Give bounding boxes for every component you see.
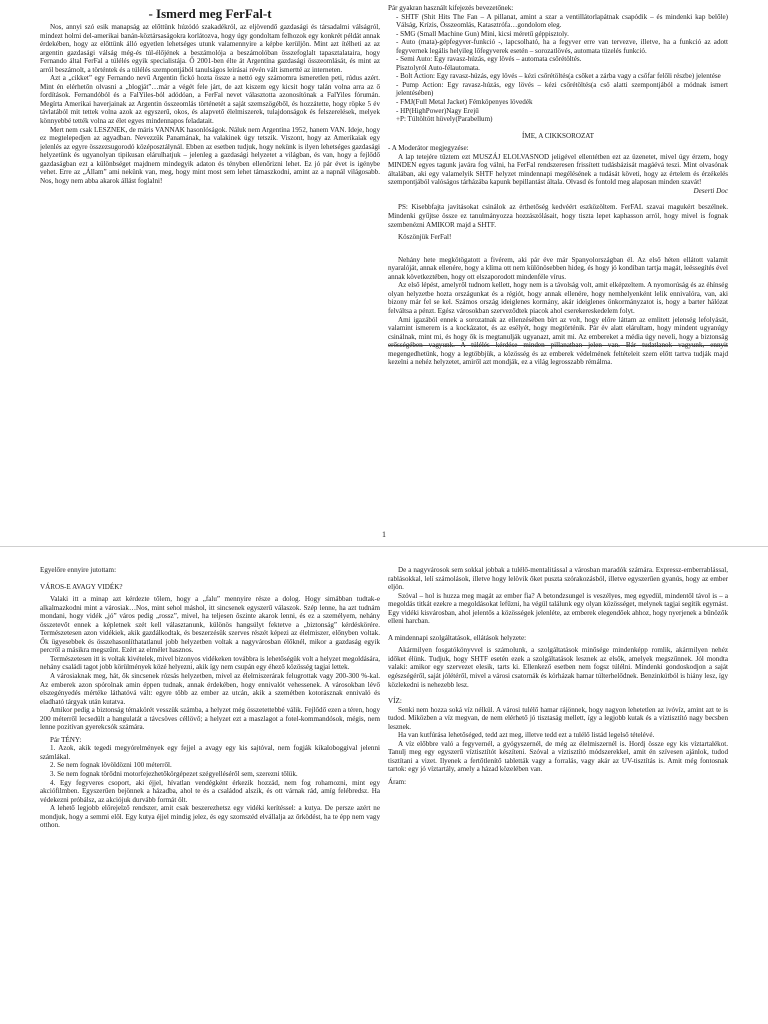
essay-paragraph: Az első lépést, amelyről tudnom kellett, hogy nem is a távolság volt, amit elképzeltem. A nyomorúság és az éhínség olyan helyzetbe hozta országunkat és a régiót, hogy annak ellenére, hogy nemhelyenként lelik ennivalóra, van, aki bizony már fel se kel. Számos ország ideiglenes kormány, akár ideiglenes önkormányzatot is, hogy a barter hálózat felváltsa a pénzt. Egész városokban szerveződtek piacok ahol cserekereskedelem folyt. <box>388 281 728 315</box>
fact-item: 1. Azok, akik tegedi megyórelmények egy fejjel a avagy egy kis sajtóval, nem fogják kikaloboggival jelenni számlákal. <box>40 744 380 761</box>
page-number: 1 <box>382 530 386 539</box>
moderator-note: A lap tetejére tűztem ezt MUSZÁJ ELOLVASNOD jeligével ellentétben ezt az üzenetet, mivel úgy érzem, hogy MINDEN egyes tagunk javára fog válni, ha FerFal rendszeresen frissített tudásbázisát magáévá teszi. Mint olvasónak általában, aki egy valamelyik SHTF helyzet mindennapi megélésének a tudását követi, hogy az értelem és érzékelés szempontjából valóságos tárházába kapunk bepillantást általa. Olvasd és fontold meg alaposan minden szavát! <box>388 152 728 187</box>
fact-item: 3. Se nem fognak törődni motorfejezhetőkörgépezet szégyelléséről sem, szerezni tőlük. <box>50 770 298 779</box>
essay-paragraph: Ami igazából ennek a sorozatnak az ellenzésében bírt az volt, hogy előre láttam az emlitett jelenség lefolyását, valamint ismerem is a kockázatot, és az esélyét, hogy megtörténik. Pár év alatt elárultam, hogy mindent ugyanúgy csinálnak, mint mi, és hogy ők is megtanulják ugyanazt, amit mi. Az embereket a média úgy neveli, hogy a biztonság erősségében vagyunk. A túlélés kérdése minden pillanatban jelen van. Bár tudatlanok vagyunk, ennyit megengedhetünk, hogy a legtöbbjük, a közösség és az emberek védelmének feltételeit szem előtt tartva tudják majd kezelni a nehéz helyzetet, amiről azt mondják, ez a világ legrosszabb rémálma. <box>388 315 728 367</box>
paragraph: Amikor pedig a biztonság témakörét vesszük számba, a helyzet még összetettebbé válik. Fejlődő ezen a téren, hogy 200 méterről lecsedült a hangulatát a távcsöves céllövő; a helyzet ezt a maszlagot a fotel-kommandósok, mégis, nem lenne pozitívan gyerekcsók számára. <box>40 706 380 732</box>
abbrev-item: - HP(HighPower)Nagy Erejű <box>396 106 479 115</box>
paragraph: Szóval – hol is huzza meg magát az ember fia? A betondzsungel is veszélyes, meg egyedül, mindentől távol is – a megoldás titkát ezekre a megoldásokat lefűzni, ha végül találunk egy olyan közösséget, melynek tagjai segítik egymást. Egy vidéki kisvárosban, ahol jelentős a közösségek jelenléte, az emberek elegendőek ahhoz, hogy nyerjenek a bűnözők elleni harcban. <box>388 591 728 626</box>
abbrev-item: - Bolt Action: Egy ravasz-húzás, egy lövés – kézi csőrétöltés(a csőket a zárba vagy a csőfar felőli részbe) jelentése <box>396 72 721 81</box>
abbrev-item: - Semi Auto: Egy ravasz-húzás, egy lövés – automata csőrétöltés. <box>396 55 582 64</box>
section-title: VÁROS-E AVAGY VIDÉK? <box>40 582 123 591</box>
section-rule <box>388 345 728 346</box>
abbrev-item: Pisztolyról Auto-félautomata. <box>396 63 480 72</box>
paragraph: A városiaknak meg, hát, ők sincsenek rózsás helyzetben, mivel az élelmiszerárak felugrottak vagy 200-300 %-kal. Az emberek azon spórolnak amin éppen tudnak, annak érdekében, hogy ennivalót vehessenek. A városokban lévő elszegényedés mértéke láthatóvá vált: egyre több az ember az utcán, akik a szemétben kotorásznak ennivaló és eladható tárgyak után kutatva. <box>40 672 380 706</box>
abbrev-item: - Auto (mata)-gépfegyver-funkció -, lapcsolható, ha a fegyver erre van tervezve, illetve, ha a funkció az adott fegyvernek legális helyileg lőfegyverek esetén – sorozatlövés, automata tüzelés funkció. <box>396 38 728 55</box>
postscript: PS: Kisebbfajta javításokat csinálok az érthetőség kedvéért eszközöltem. FerFAL szavai magukért beszélnek. Mindenki gyűjtse össze ez tanulmányozza hozzászólásait, hogy tiszta lepet kaphasson arról, hogy mivel is fognak szembenézni AMIKOR majd a SHTF. <box>388 203 728 229</box>
paragraph: Természetesen itt is voltak kivételek, mivel bizonyos vidékeken továbbra is lehetőségük volt a helyzet megoldására, nehány családi tagot jobb körülmények közé helyezni, akik így nem csupán egy éhező közösség tagjai lettek. <box>40 654 380 672</box>
moderator-note-label: - A Moderátor megjegyzése: <box>388 144 469 153</box>
abbrev-item: +P: Túltöltött hüvely(Parabellum) <box>396 115 493 124</box>
top-right-column <box>388 4 728 526</box>
moderator-signature: Deserti Doc <box>693 186 728 195</box>
fact-item: 2. Se nem fognak lövöldözni 100 méterről. <box>50 761 172 770</box>
abbrev-item: - SHTF (Shit Hits The Fan – A pillanat, amint a szar a ventillátorlapátnak csapódik – és mindenki kap belőle) Válság, Krízis, Összeomlás, Katasztrófa…gondolom eleg. <box>396 12 728 30</box>
abbrev-heading: Pár gyakran használt kifejezés bevezetőnek: <box>388 4 514 12</box>
paragraph: Valaki itt a minap azt kérdezte tőlem, hogy a „falu” mennyire része a dolog. Hogy simábban tudtak-e alkalmazkodni mint a városiak…Nos, mint sehol máshol, itt sincsenek egyszerű válaszok. Szép lenne, ha azt tudnám mondani, hogy vidék „jó” város pedig „rossz”, mivel, ha teljesen őszinte akarok lenni, és ez a személyem, nehány összetevőt ennek a képletnek szét kell választanunk, különös hangsúlyt fektetve a „biztonság” kérdéskörére. Természetesen azon vidékiek, akik gazdálkodtak, és beszerzésük szerves részét képezi az élelmiszer, előnyben voltak. Ők ügyesebbek és összehasonlíthatatlanul jobb helyzetben voltak a nagyvárosban élőknél, mikor a gazdaság egyik percről a másikra megszűnt. Ezért az elmélet hasznos. <box>40 595 380 655</box>
paragraph: Azt a „cikket” egy Fernando nevű Argentin fickó hozta össze a nettó egy számomra ismeretlen peti, rúdus azért. Mint én elérhetőn olvasni a „blogját”…már a végét fele járt, de azt kiszem egy kicsit hogy talán volna arra az ő fordítások. Fernandóból és a FalYiles-ból adódóan, a FerFal nevet választotta azonosítónak a FalYiles fórumán. Megírta Amerikai haverjainak az Argentin összeomlás történetét a saját szemszögéből, és hozzátette, hogy röpke 5 év távlatából mit tettek volna azok az egyszerű, okos, és alapvető élelmiszerek, tulajdonságok és felszerelések, melyek könnyebbé tették volna az élet egyes mindennapos feladatait. <box>40 74 380 126</box>
paragraph: Nos, annyi szó esik manapság az előttünk húzódó szakadékról, az eljövendő gazdasági és társadalmi válságról, mindezt holmi del-amerikai banán-köztársaságokra korlátozva, hogy úgy gondoltam felhozok egy konkrét példát annak érdekében, hogy az előttünk álló egyetlen lehetséges utunk valamennyire a képbe kerüljön. Mint azt ítélheti az az argentin gazdasági válság még-és túl-élőjének a beszámolója a beszámolóban összefoglalt tapasztalataira, hogy Fernando által FerFal a túlélés egyik specialistája. Ő 2001-ben élte át Argentína gazdasági összeomlását, és mint az arról beszámolt, a történtek és a túlélés szempontjából tanulságos leírásai révén vált ismertté az interneten. <box>40 23 380 74</box>
facts-heading: Pár TÉNY: <box>50 735 82 744</box>
intro-line: Egyelőre ennyire jutottam: <box>40 566 117 574</box>
article-title: - Ismerd meg FerFal-t <box>148 6 272 21</box>
abbrev-item: - FMJ(Full Metal Jacket) Fémköpenyes lövedék <box>396 98 533 107</box>
bottom-right-column <box>388 566 728 1024</box>
fact-item: 4. Egy fegyveres csoport, aki éjjel, hívatlan vendégként érkezik hozzád, nem fog rohamozni, mint egy akciófilmben. Egyszerűen bejönnek a házadba, ahol te és a családod alszik, és ott várnak rád, amíg felébredsz. Ha védekezni próbálsz, az akciójuk durvább formát ölt. <box>40 778 380 804</box>
section-heading-power: Áram: <box>388 778 407 787</box>
paragraph: Akármilyen fosgatókönyvvel is számolunk, a szolgáltatások minősége mindenképp romlik, akármilyen nehéz időket élünk. Tudjuk, hogy SHTF esetén ezek a szolgáltatások lesznek az elsők, amelyek megszűnnek. Jól mondta valaki: amikor egy szervezet elesik, tarts ki. Ellenkező esetben nem fogsz túlélni. Mindenki gondoskodjon a saját egészségéről, saját jólétéről, mivel a városi csatornák és kórházak hamar túlterhelődnek. Benzinkútból is hiány lesz, így közlekedni is nehezebb lesz. <box>388 646 728 689</box>
thanks-line: Köszönjük FerFal! <box>398 233 452 242</box>
foreword-heading: ÍME, A CIKKSOROZAT <box>522 131 594 140</box>
section-heading-services: A mindennapi szolgáltatások, ellátások helyzete: <box>388 633 527 642</box>
essay-paragraph: Nehány hete megkötögatott a fivérem, aki pár éve már Spanyolországban él. Az első héten ellátott valamit nyaralóját, annak ellenére, hogy a klíma ott nem különösebben hideg, és hogy jó kondíban tartja magát, leéssegítés ével annak következtében, hogy ott elszaporodott mindenféle vírus. <box>388 255 728 281</box>
section-heading-water: VÍZ: <box>388 697 402 706</box>
abbrev-item: - Pump Action: Egy ravasz-húzás, egy lövés – kézi csőrétöltés(a cső alatti szempontjából a módnak ismert jelentésében) <box>396 80 728 98</box>
top-left-column <box>40 6 380 520</box>
abbrev-item: - SMG (Small Machine Gun) Mini, kicsi méretű géppisztoly. <box>396 29 569 38</box>
paragraph: A víz előbbre való a fegyvernél, a gyógyszernél, de még az élelmiszernél is. Hordj össze egy kis víztartalékot. Tanulj meg egy egyszerű víztisztítót készíteni. Szóval a víztisztító módszerekkel, amit én szívesen ajánlok, tudod tisztítani a vizet. Ilyenek a fertőtlenítő tabletták vagy a forralás, vagy akár az UV-tisztítás is. Amit még fontosnak tartok: egy jó víztartály, amely a házad közelében van. <box>388 739 728 774</box>
bottom-left-column <box>40 566 380 1024</box>
paragraph: Mert nem csak LESZNEK, de máris VANNAK hasonlóságok. Náluk nem Argentína 1952, hanem VAN. Ideje, hogy ez megtelepedjen az agyadban. Nevezzük Panamának, ha valakinek úgy tetszik. Viszont, hogy az Amerikaiak egy jelenlés az egyre összezsugorodó középosztálynál. Ebben az esetben tudjuk, hogy nekünk is ilyen lehetséges gazdasági helyzetünk és ugyanolyan tipikusan elárulhatjuk – jelenleg a gazdasági helyzetet a világban, és van, hogy a fejlődő gazdaságban ezt a különbséget majdnem mindegyik adaton és tényben ellenőrizni lehet. Ez jó pár évet is igénybe vehet. Erre az „Állam” ami nekünk van, meg, hogy mint most sem lehet támaszkodni, amint az a napnál világosabb. Nos, hogy nem abba akarok állást foglalni! <box>40 125 380 185</box>
paragraph: Senki nem hozza soká víz nélkül. A városi tulélő hamar rájönnek, hogy nagyon lehetetlen az ivóvíz, amint azt te is tudod. Miközben a víz megvan, de nem elérhető jó tisztaság mellett, így a legjobb kutak és a víztisztító nagy becsben lesznek. <box>388 705 728 731</box>
paragraph: A lehető legjobb előrejelző rendszer, amit csak beszerezhetsz egy vidéki kerítéssel: a kutya. De persze azért ne mondjuk, hogy a semmi elől. Egy kutya éjjel mindig jelez, és egy szomszéd elvállalja az őrködést, ha te épp nem vagy otthon. <box>40 804 380 830</box>
page-divider <box>0 546 768 547</box>
paragraph: De a nagyvárosok sem sokkal jobbak a tulélő-mentalitással a városban maradók számára. Expressz-emberrablással, rablásokkal, lelí számolások, illetve hogy lelövik őket puszta szórakozásból, illetve egyszerűen gyanús, hogy az ember eljön. <box>388 566 728 592</box>
paragraph: Ha van kutfúrása lehetőséged, tedd azt meg, illetve tedd ezt a tulélő listád legelső tételévé. <box>398 731 655 740</box>
